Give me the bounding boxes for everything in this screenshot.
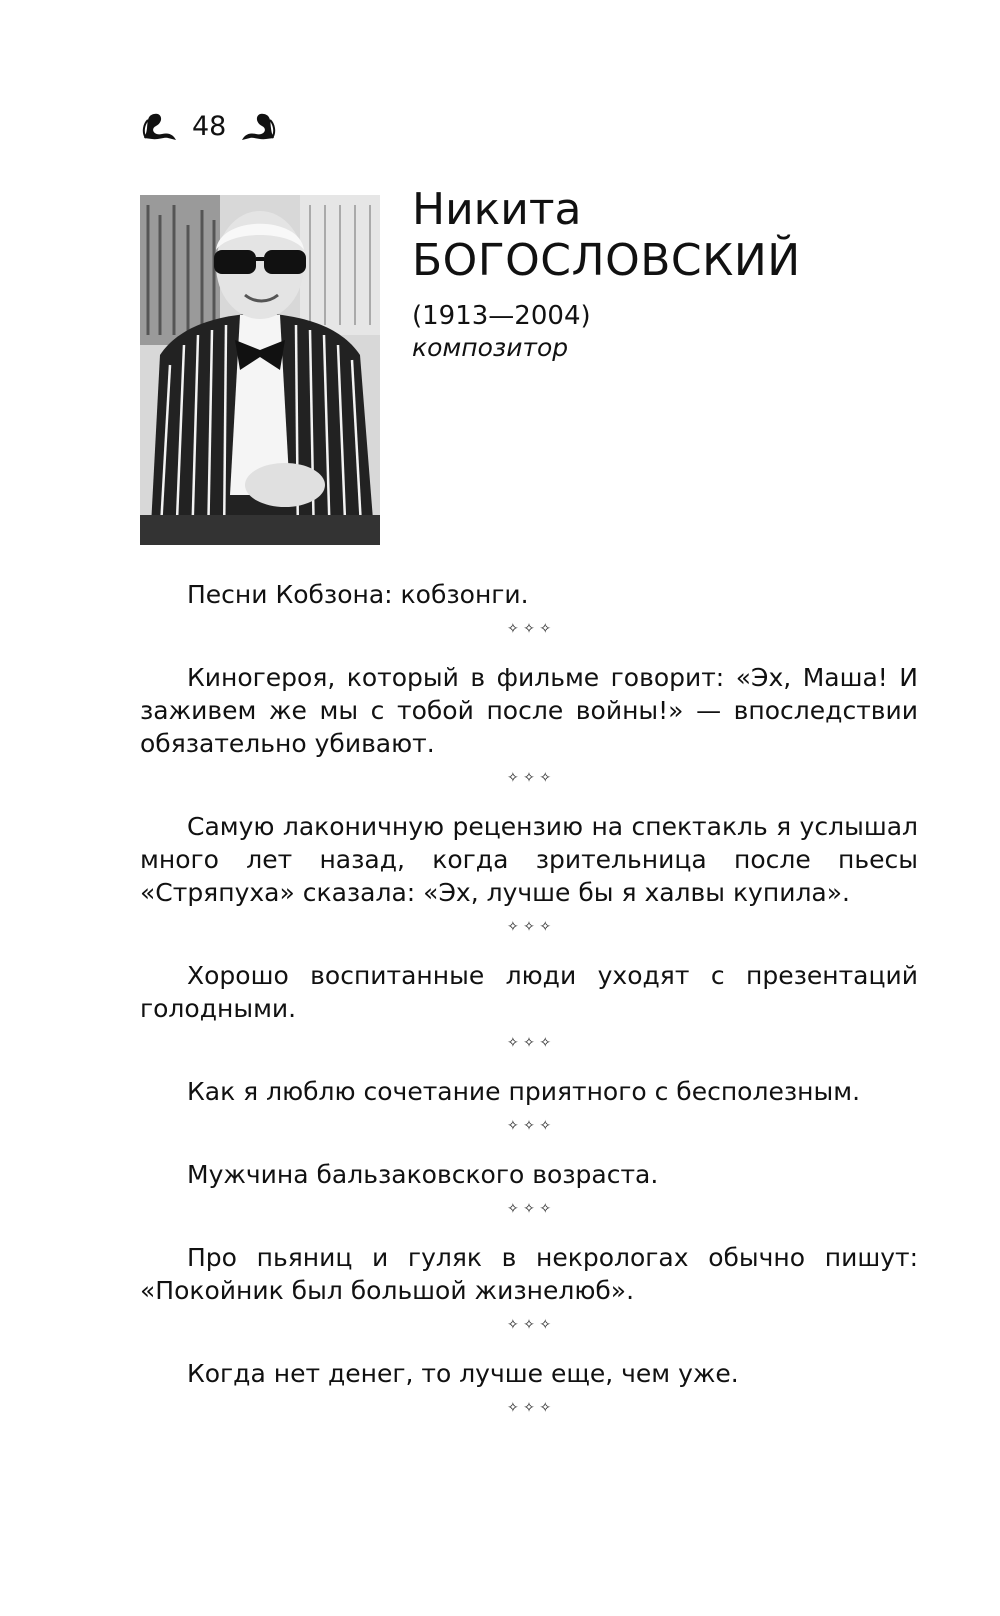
- quote-paragraph: Хорошо воспитанные люди уходят с презентаций голодными.: [140, 961, 918, 1023]
- quote-paragraph: Мужчина бальзаковского возраста.: [187, 1160, 659, 1189]
- author-portrait: [140, 195, 380, 545]
- separator-stars-icon: ✧ ✧ ✧: [506, 621, 552, 637]
- separator-stars-icon: ✧ ✧ ✧: [506, 919, 552, 935]
- separator-stars-icon: ✧ ✧ ✧: [506, 1317, 552, 1333]
- author-title-block: [412, 185, 801, 362]
- page-header: [140, 108, 278, 144]
- separator-stars-icon: ✧ ✧ ✧: [506, 1400, 552, 1416]
- separator: [140, 770, 918, 786]
- separator: [140, 919, 918, 935]
- quote-paragraph: Про пьяниц и гуляк в некрологах обычно пишут: «Покойник был большой жизнелюб».: [140, 1243, 918, 1305]
- author-last-name: БОГОСЛОВСКИЙ: [412, 235, 801, 286]
- separator-stars-icon: ✧ ✧ ✧: [506, 1035, 552, 1051]
- separator: [140, 1035, 918, 1051]
- separator-stars-icon: ✧ ✧ ✧: [506, 1201, 552, 1217]
- author-first-name: Никита: [412, 184, 582, 235]
- separator-stars-icon: ✧ ✧ ✧: [506, 1118, 552, 1134]
- separator: [140, 1201, 918, 1217]
- right-ornament-icon: [238, 108, 278, 144]
- separator: [140, 1118, 918, 1134]
- quote-paragraph: Самую лаконичную рецензию на спектакль я услышал много лет назад, когда зрительница после пьесы «Стряпуха» сказала: «Эх, лучше бы я халвы купила».: [140, 812, 918, 907]
- left-ornament-icon: [140, 108, 180, 144]
- quotes-section: [140, 578, 918, 1440]
- quote-paragraph: Как я люблю сочетание приятного с бесполезным.: [187, 1077, 861, 1106]
- separator: [140, 1317, 918, 1333]
- author-profession: композитор: [412, 333, 569, 362]
- page-number: 48: [192, 110, 227, 142]
- separator: [140, 621, 918, 637]
- separator-stars-icon: ✧ ✧ ✧: [506, 770, 552, 786]
- quote-paragraph: Киногероя, который в фильме говорит: «Эх, Маша! И заживем же мы с тобой после войны!» — впоследствии обязательно убивают.: [140, 663, 918, 758]
- separator: [140, 1400, 918, 1416]
- quote-paragraph: Когда нет денег, то лучше еще, чем уже.: [187, 1359, 739, 1388]
- quote-paragraph: Песни Кобзона: кобзонги.: [187, 580, 529, 609]
- author-years: (1913—2004): [412, 301, 591, 331]
